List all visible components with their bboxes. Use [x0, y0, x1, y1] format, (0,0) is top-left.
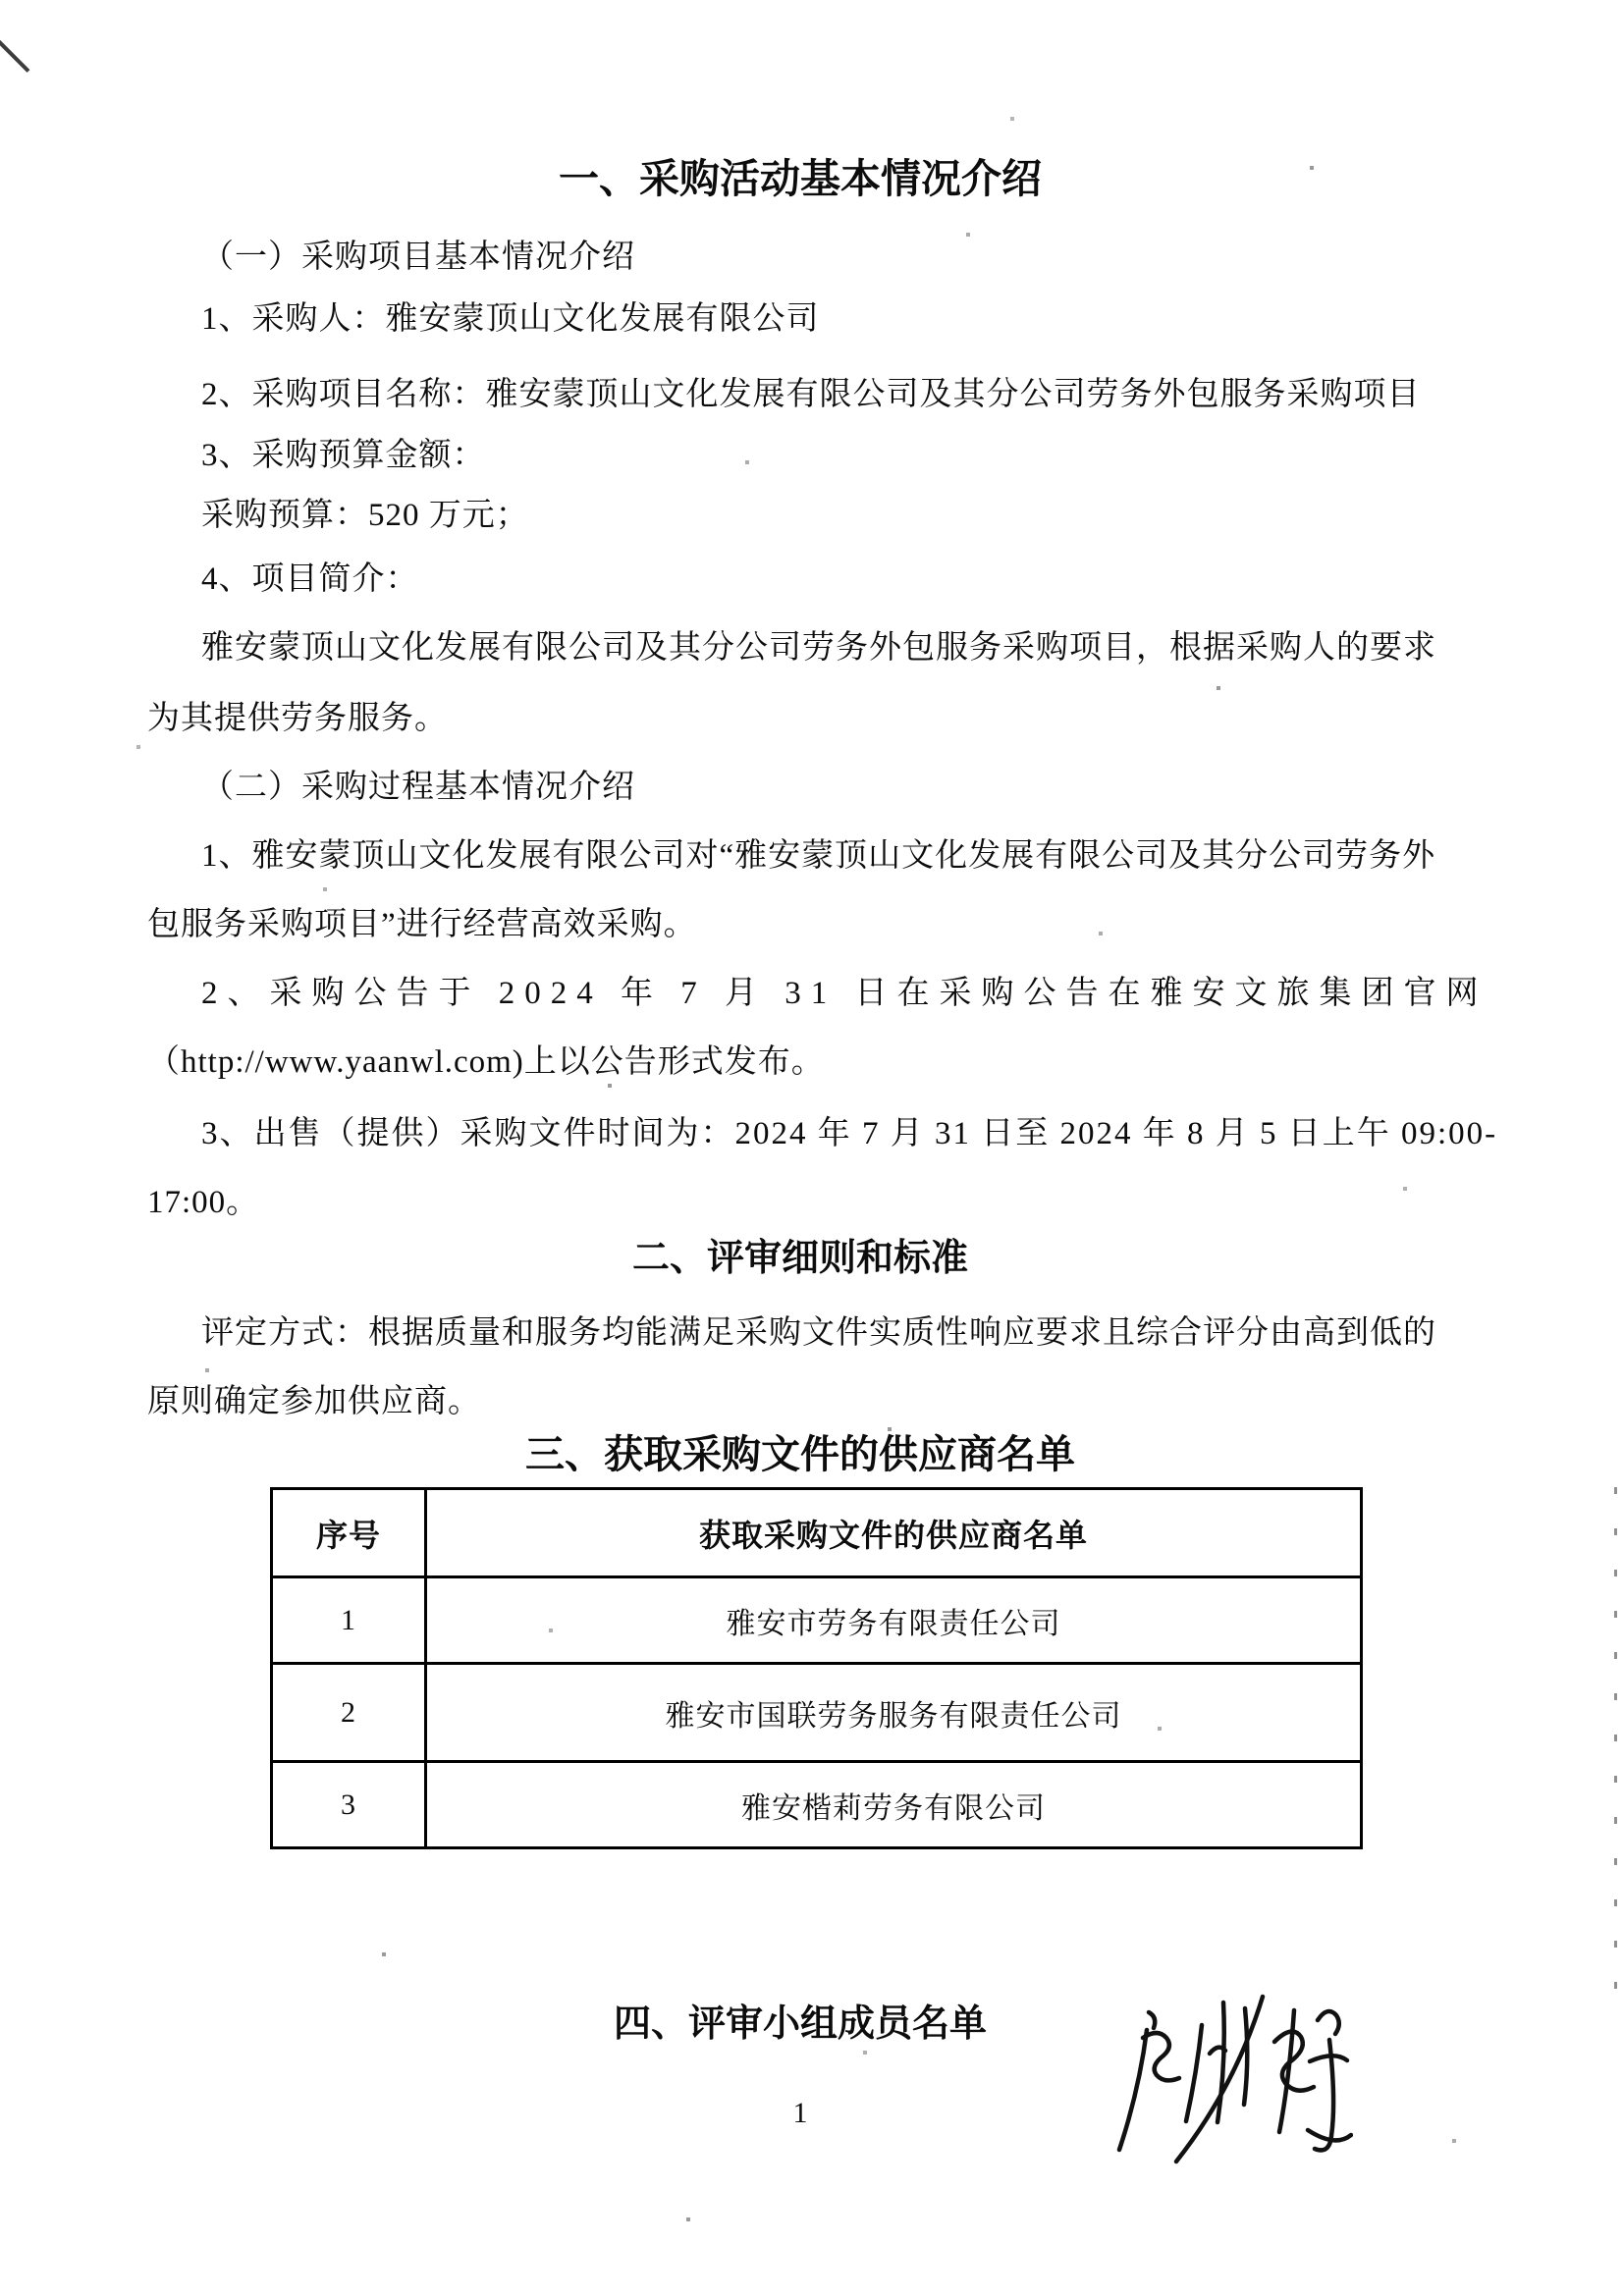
header-cell-index: 序号	[272, 1489, 426, 1577]
row-index-cell: 1	[272, 1577, 426, 1664]
header-cell-supplier-list: 获取采购文件的供应商名单	[426, 1489, 1362, 1577]
announcement-line-2: （http://www.yaanwl.com)上以公告形式发布。	[147, 1044, 825, 1080]
evaluation-method-line-2: 原则确定参加供应商。	[147, 1384, 481, 1419]
project-intro-line-1: 雅安蒙顶山文化发展有限公司及其分公司劳务外包服务采购项目，根据采购人的要求	[201, 630, 1436, 666]
budget-title-line: 3、采购预算金额：	[201, 438, 486, 473]
sale-time-line-2: 17:00。	[147, 1185, 260, 1220]
suppliers-table	[270, 1487, 1363, 1849]
section4-heading: 四、评审小组成员名单	[613, 2003, 987, 2045]
scan-noise-speckles	[0, 0, 2, 2]
section1-heading: 一、采购活动基本情况介绍	[559, 156, 1042, 201]
supplier-name-cell: 雅安楷莉劳务有限公司	[426, 1762, 1362, 1848]
purchaser-line: 1、采购人：雅安蒙顶山文化发展有限公司	[201, 301, 820, 337]
evaluation-method-line-1: 评定方式：根据质量和服务均能满足采购文件实质性响应要求且综合评分由高到低的	[201, 1315, 1436, 1351]
table-row	[272, 1577, 1362, 1664]
section2-heading: 二、评审细则和标准	[631, 1238, 968, 1279]
supplier-name-cell: 雅安市劳务有限责任公司	[426, 1577, 1362, 1664]
section1-sub2-heading: （二）采购过程基本情况介绍	[201, 770, 635, 805]
project-intro-line-2: 为其提供劳务服务。	[147, 701, 448, 736]
sale-time-line-1: 3、出售（提供）采购文件时间为：2024 年 7 月 31 日至 2024 年 8 月 5 日上午 09:00-	[201, 1116, 1498, 1151]
page-number: 1	[792, 2097, 808, 2129]
row-index-cell: 3	[272, 1762, 426, 1848]
table-row	[272, 1664, 1362, 1762]
budget-amount-line: 采购预算：520 万元；	[201, 498, 529, 533]
document-content	[147, 0, 1498, 2296]
process-item1-line-1: 1、雅安蒙顶山文化发展有限公司对“雅安蒙顶山文化发展有限公司及其分公司劳务外	[201, 838, 1436, 874]
announcement-line-1: 2、采购公告于 2024 年 7 月 31 日在采购公告在雅安文旅集团官网	[201, 976, 1488, 1011]
project-intro-title-line: 4、项目简介：	[201, 561, 419, 597]
section1-sub1-heading: （一）采购项目基本情况介绍	[201, 240, 635, 275]
scan-edge-artifacts	[1614, 1487, 1617, 2022]
process-item1-line-2: 包服务采购项目”进行经营高效采购。	[147, 907, 697, 942]
table-row	[272, 1762, 1362, 1848]
section3-heading: 三、获取采购文件的供应商名单	[525, 1432, 1075, 1476]
scan-corner-fold-artifact	[0, 0, 79, 73]
supplier-name-cell: 雅安市国联劳务服务有限责任公司	[426, 1664, 1362, 1762]
row-index-cell: 2	[272, 1664, 426, 1762]
table-header-row	[272, 1489, 1362, 1577]
project-name-line: 2、采购项目名称：雅安蒙顶山文化发展有限公司及其分公司劳务外包服务采购项目	[201, 377, 1421, 412]
handwritten-signature	[1108, 1981, 1353, 2182]
